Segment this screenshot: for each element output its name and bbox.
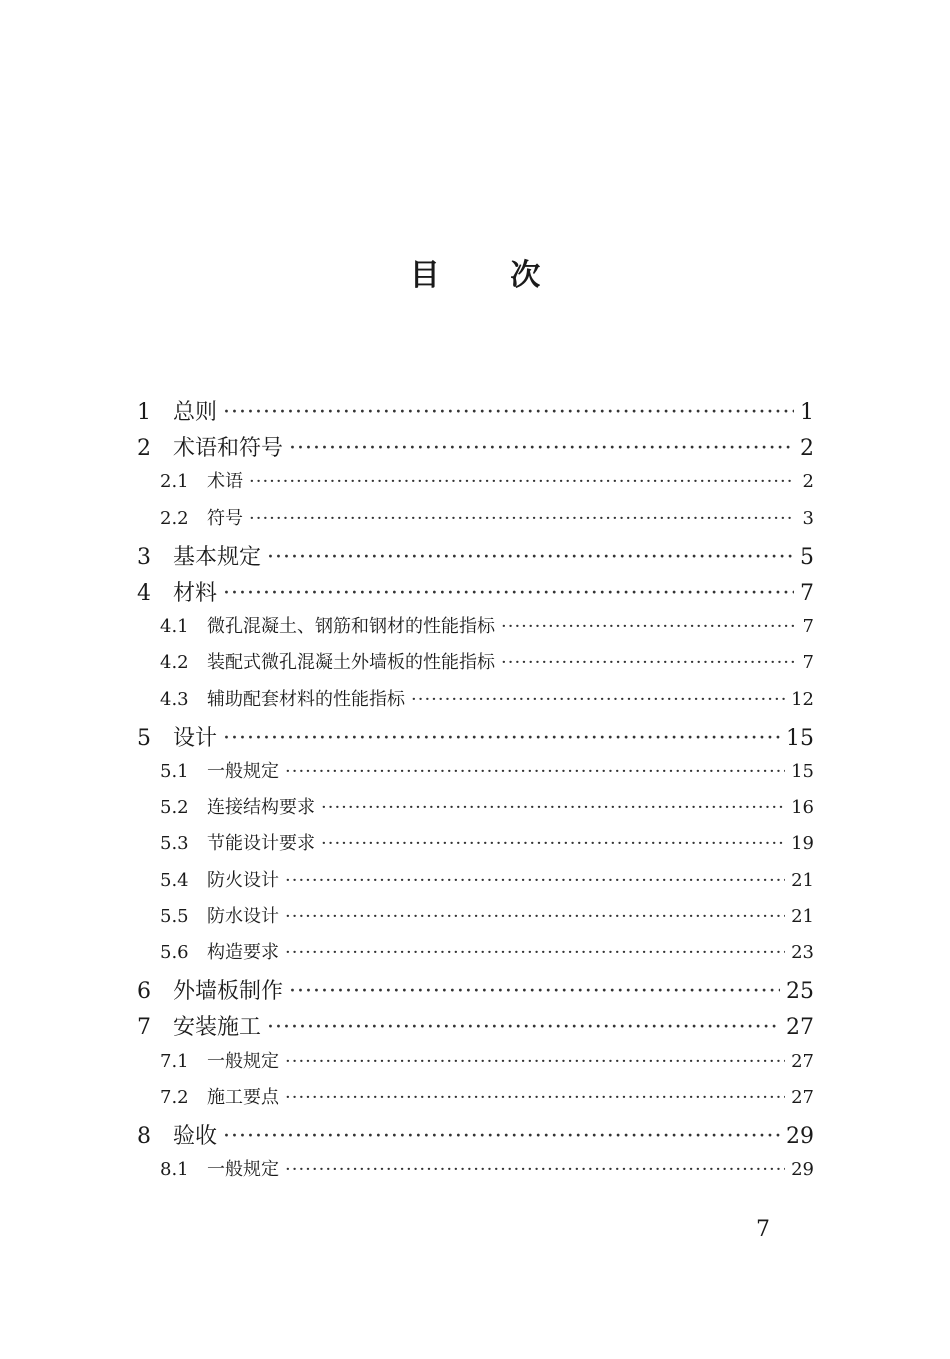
toc-entry-number: 5.4 [160, 869, 189, 891]
toc-entry-title: 安装施工 [173, 1015, 262, 1041]
toc-leader-dots [289, 436, 794, 461]
toc-leader-dots [249, 508, 794, 529]
toc-entry-number: 4.3 [160, 688, 189, 710]
toc-entry[interactable] [137, 395, 814, 431]
toc-entry-number: 5.6 [160, 942, 189, 963]
toc-entry-number: 8.1 [160, 1159, 189, 1181]
toc-entry-title: 构造要求 [207, 942, 279, 963]
toc-entry-title: 微孔混凝土、钢筋和钢材的性能指标 [207, 616, 495, 638]
toc-entry-title: 防水设计 [207, 905, 279, 927]
toc-entry-title: 节能设计要求 [207, 833, 315, 855]
toc-entry-title: 辅助配套材料的性能指标 [207, 688, 405, 710]
toc-entry-page: 3 [802, 507, 814, 529]
toc-entry-page: 19 [791, 833, 814, 855]
toc-entry-title: 总则 [173, 400, 218, 425]
toc-entry-number: 4 [137, 581, 151, 606]
toc-leader-dots [267, 545, 794, 570]
toc-entry-title: 一般规定 [207, 1050, 279, 1072]
toc-entry-title: 外墙板制作 [173, 979, 284, 1005]
toc-entry-page: 15 [791, 761, 814, 782]
toc-entry-title: 验收 [173, 1124, 218, 1149]
toc-entry-title: 防火设计 [207, 869, 279, 891]
toc-entry-page: 21 [791, 905, 814, 927]
toc-entry-title: 施工要点 [207, 1086, 279, 1108]
toc-entry-page: 15 [786, 725, 814, 751]
toc-entry-page: 23 [791, 942, 814, 963]
toc-entry[interactable] [160, 1047, 814, 1083]
toc-leader-dots [289, 979, 780, 1004]
toc-leader-dots [223, 726, 780, 751]
toc-leader-dots [285, 1087, 785, 1108]
toc-entry[interactable] [160, 504, 814, 540]
toc-entry-number: 7 [137, 1015, 151, 1041]
toc-entry-number: 2.2 [160, 507, 189, 529]
toc-entry-page: 16 [791, 797, 814, 819]
toc-entry-page: 7 [802, 652, 814, 674]
toc-leader-dots [223, 1124, 780, 1149]
toc-entry-number: 5 [137, 725, 151, 751]
toc-entry-page: 7 [802, 616, 814, 638]
toc-entry-number: 4.1 [160, 616, 189, 638]
toc-entry-number: 7.2 [160, 1086, 189, 1108]
toc-entry-number: 2 [137, 436, 151, 462]
toc-entry[interactable] [160, 1155, 814, 1191]
toc-leader-dots [411, 689, 785, 710]
toc-leader-dots [501, 616, 794, 637]
toc-entry[interactable] [160, 793, 814, 829]
toc-entry-number: 5.5 [160, 905, 189, 927]
toc-entry[interactable] [137, 431, 814, 467]
toc-entry-number: 2.1 [160, 471, 189, 493]
toc-entry-title: 装配式微孔混凝土外墙板的性能指标 [207, 652, 495, 674]
toc-entry-page: 21 [791, 869, 814, 891]
toc-entry-page: 1 [800, 400, 814, 425]
toc-leader-dots [285, 942, 785, 963]
toc-entry-number: 5.3 [160, 833, 189, 855]
toc-entry[interactable] [160, 866, 814, 902]
toc-entry[interactable] [137, 576, 814, 612]
toc-leader-dots [285, 870, 785, 891]
toc-entry-page: 5 [800, 544, 814, 570]
toc-entry-title: 术语 [207, 471, 243, 493]
toc-entry-number: 8 [137, 1124, 151, 1149]
toc-entry[interactable] [160, 902, 814, 938]
page-number: 7 [756, 1217, 770, 1242]
toc-leader-dots [285, 906, 785, 927]
toc-entry-number: 3 [137, 544, 151, 570]
toc-entry[interactable] [160, 757, 814, 793]
toc-entry[interactable] [160, 685, 814, 721]
page-title: 目 次 [409, 258, 571, 293]
toc-entry[interactable] [137, 540, 814, 576]
toc-entry-title: 术语和符号 [173, 436, 284, 462]
toc-leader-dots [285, 1159, 785, 1180]
toc-entry-page: 27 [786, 1015, 814, 1041]
toc-entry-number: 5.1 [160, 761, 189, 782]
toc-entry-page: 25 [786, 979, 814, 1005]
toc-entry-title: 材料 [173, 581, 218, 606]
toc-leader-dots [285, 1051, 785, 1072]
toc-entry[interactable] [160, 938, 814, 974]
toc-entry[interactable] [160, 1083, 814, 1119]
toc-entry[interactable] [160, 467, 814, 503]
toc-entry-page: 29 [791, 1159, 814, 1181]
toc-leader-dots [223, 400, 794, 425]
toc-entry[interactable] [160, 648, 814, 684]
toc-entry-title: 符号 [207, 507, 243, 529]
toc-entry-number: 1 [137, 400, 151, 425]
toc-entry[interactable] [137, 974, 814, 1010]
toc-entry-page: 27 [791, 1050, 814, 1072]
toc-entry-page: 2 [802, 471, 814, 493]
toc-leader-dots [321, 833, 785, 854]
toc-entry[interactable] [137, 1010, 814, 1046]
toc-entry-title: 连接结构要求 [207, 797, 315, 819]
toc-leader-dots [223, 581, 794, 606]
toc-entry-page: 7 [800, 581, 814, 606]
toc-entry-page: 27 [791, 1086, 814, 1108]
toc-entry[interactable] [160, 612, 814, 648]
toc-entry-number: 4.2 [160, 652, 189, 674]
toc-leader-dots [249, 471, 794, 492]
toc-entry-title: 一般规定 [207, 761, 279, 782]
toc-entry-number: 6 [137, 979, 151, 1005]
toc-leader-dots [267, 1015, 780, 1040]
toc-entry-title: 设计 [173, 725, 218, 751]
toc-entry[interactable] [137, 1119, 814, 1155]
toc-entry-title: 基本规定 [173, 544, 262, 570]
toc-leader-dots [321, 797, 785, 818]
toc-leader-dots [285, 761, 785, 782]
toc-entry-number: 7.1 [160, 1050, 189, 1072]
toc-entry[interactable] [137, 721, 814, 757]
toc-entry-number: 5.2 [160, 797, 189, 819]
toc-leader-dots [501, 652, 794, 673]
toc-entry-page: 2 [800, 436, 814, 462]
toc-entry-title: 一般规定 [207, 1159, 279, 1181]
toc-entry-page: 12 [791, 688, 814, 710]
toc-entry[interactable] [160, 829, 814, 865]
toc-entry-page: 29 [786, 1124, 814, 1149]
